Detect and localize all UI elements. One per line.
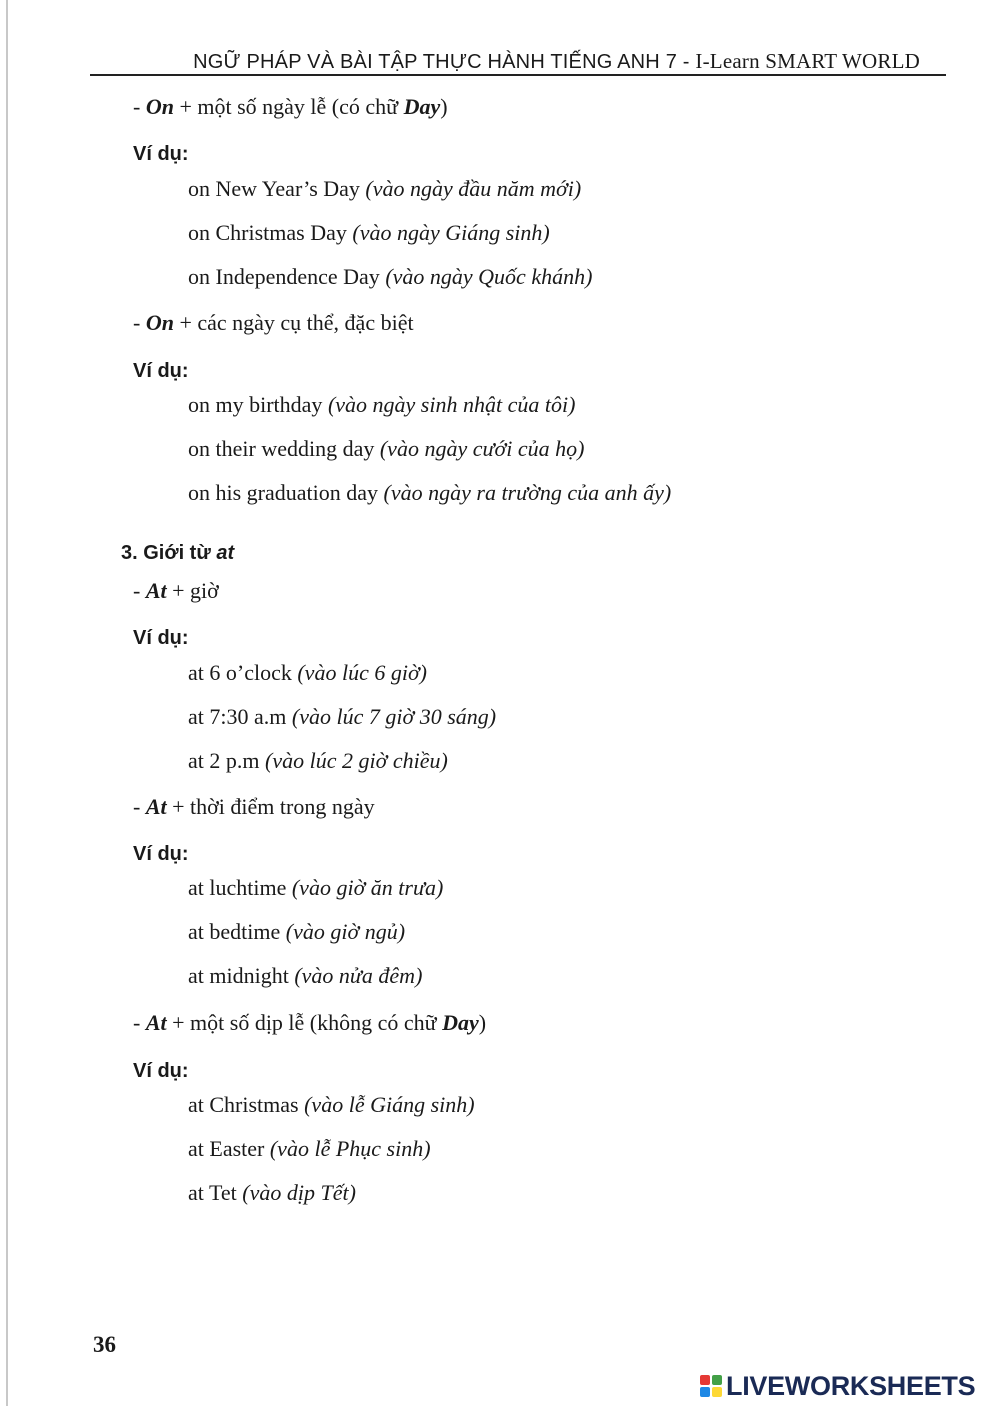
example-gloss: (vào lúc 7 giờ 30 sáng) [291,704,497,729]
example-label: Ví dụ: [133,1060,189,1082]
section-title [121,542,234,565]
example-line [188,436,584,462]
example-english: on Christmas Day [188,220,347,245]
example-english: on his graduation day [188,480,379,505]
example-gloss: (vào ngày ra trường của anh ấy) [383,480,672,505]
example-english: on Independence Day [188,264,380,289]
example-label: Ví dụ: [133,843,189,865]
header-title [193,49,920,74]
example-english: at luchtime [188,875,287,900]
logo-square [700,1387,710,1397]
section-keyword: at [216,542,235,564]
example-gloss: (vào nửa đêm) [294,963,423,988]
running-header [90,46,946,76]
rule-day-word: Day [442,1010,479,1035]
example-line [188,220,550,246]
example-label: Ví dụ: [133,143,189,165]
example-line [188,392,575,418]
logo-square [712,1375,722,1385]
example-line [188,919,405,945]
example-english: at Easter [188,1136,265,1161]
example-line [188,1136,431,1162]
example-gloss: (vào ngày đầu năm mới) [365,176,582,201]
liveworksheets-logo-icon [700,1375,722,1397]
example-english: at 2 p.m [188,748,260,773]
liveworksheets-brand [700,1372,975,1400]
rule-text: + giờ [166,578,219,603]
example-line [188,875,443,901]
rule-text: + thời điểm trong ngày [166,794,375,819]
example-line [188,1092,475,1118]
example-line [188,748,448,774]
example-english: on my birthday [188,392,323,417]
example-english: at 7:30 a.m [188,704,287,729]
rule-on-holidays: - On + một số ngày lễ (có chữ Day) [133,94,448,119]
example-english: at Christmas [188,1092,299,1117]
example-gloss: (vào lúc 2 giờ chiều) [265,748,448,773]
rule-keyword: On [145,94,174,119]
rule-day-word: Day [403,94,441,119]
header-series-name: I-Learn SMART WORLD [695,49,920,73]
example-english: at 6 o’clock [188,660,292,685]
example-english: at midnight [188,963,289,988]
example-english: on New Year’s Day [188,176,360,201]
rule-at-moment: - At + thời điểm trong ngày [133,794,375,819]
example-label: Ví dụ: [133,360,189,382]
rule-text: + các ngày cụ thể, đặc biệt [173,310,414,335]
rule-at-holidays: - At + một số dịp lễ (không có chữ Day) [133,1010,487,1035]
brand-name: LIVEWORKSHEETS [726,1370,976,1401]
rule-text: + một số dịp lễ (không có chữ [166,1010,443,1035]
example-line [188,480,671,506]
page-number: 36 [93,1332,116,1357]
example-gloss: (vào ngày Quốc khánh) [385,264,593,289]
example-gloss: (vào ngày Giáng sinh) [352,220,550,245]
example-line [188,704,496,730]
example-line [188,176,581,202]
example-line [188,1180,356,1206]
example-label: Ví dụ: [133,627,189,649]
example-gloss: (vào lễ Giáng sinh) [304,1092,475,1117]
example-gloss: (vào lúc 6 giờ) [297,660,428,685]
example-line [188,963,422,989]
example-gloss: (vào ngày sinh nhật của tôi) [327,392,576,417]
rule-text: + một số ngày lễ (có chữ [173,94,404,119]
header-title-part: NGỮ PHÁP VÀ BÀI TẬP THỰC HÀNH TIẾNG ANH 7 - [193,51,696,73]
rule-at-time: - At + giờ [133,578,219,603]
rule-on-special: - On + các ngày cụ thể, đặc biệt [133,310,414,335]
example-line [188,660,427,686]
example-gloss: (vào ngày cưới của họ) [379,436,585,461]
rule-keyword: At [145,1010,167,1035]
rule-keyword: On [145,310,174,335]
rule-close: ) [440,94,448,119]
logo-square [712,1387,722,1397]
page-edge-rule [6,0,8,1406]
example-gloss: (vào lễ Phục sinh) [269,1136,431,1161]
example-gloss: (vào giờ ngủ) [285,919,406,944]
section-title-text: 3. Giới từ [121,542,217,564]
logo-square [700,1375,710,1385]
rule-keyword: At [145,578,167,603]
rule-keyword: At [145,794,167,819]
example-line [188,264,592,290]
example-english: at bedtime [188,919,281,944]
example-english: at Tet [188,1180,237,1205]
example-gloss: (vào dịp Tết) [242,1180,356,1205]
example-english: on their wedding day [188,436,375,461]
example-gloss: (vào giờ ăn trưa) [291,875,444,900]
rule-close: ) [478,1010,487,1035]
